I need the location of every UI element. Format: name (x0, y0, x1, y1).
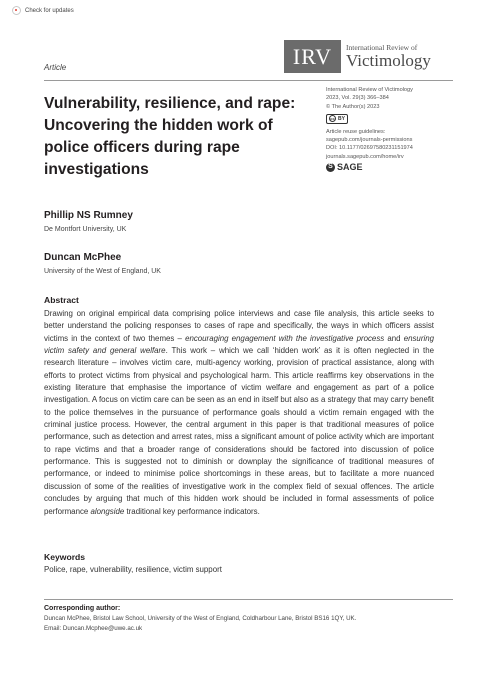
check-for-updates-label: Check for updates (25, 7, 74, 14)
abstract-body (44, 308, 434, 518)
corresponding-author-address: Duncan McPhee, Bristol Law School, University of the West of England, Coldharbour Lane, Bristol BS16 1QY, UK. (44, 615, 357, 622)
abstract-text-4: traditional key performance indicators. (124, 506, 260, 516)
footer-divider (44, 599, 453, 600)
meta-reuse-url[interactable]: sagepub.com/journals-permissions (326, 137, 413, 144)
abstract-emphasis-3: alongside (90, 506, 125, 516)
journal-logo (284, 40, 431, 73)
cc-label: BY (338, 115, 345, 122)
article-meta (326, 86, 466, 172)
journal-logo-line2: Victimology (346, 51, 431, 70)
cc-icon: cc (330, 115, 335, 121)
abstract-text-2: and (384, 333, 404, 343)
meta-journal-url[interactable]: journals.sagepub.com/home/irv (326, 153, 404, 160)
author-affiliation-2: University of the West of England, UK (44, 268, 161, 275)
header-divider (44, 80, 453, 81)
publisher-logo (326, 163, 466, 172)
abstract-text-1: Drawing on original empirical data comprising police interviews and case file analysis, this article seeks to better understand the policing responses to cases of rape and specifically, the ways in which officers assist victims in the context of two themes – (44, 309, 434, 343)
article-title: Vulnerability, resilience, and rape: Uncovering the hidden work of police officers during rape investigations (44, 95, 296, 178)
meta-copyright: © The Author(s) 2023 (326, 103, 380, 110)
abstract-heading: Abstract (44, 295, 79, 305)
meta-doi[interactable]: DOI: 10.1177/02697580231151974 (326, 145, 413, 152)
meta-volume: 2023, Vol. 29(3) 366–384 (326, 95, 389, 102)
journal-logo-abbrev: IRV (284, 40, 341, 73)
sage-icon: S (326, 163, 335, 172)
article-type-label: Article (44, 63, 67, 72)
meta-reuse-label: Article reuse guidelines: (326, 128, 386, 135)
abstract-emphasis-1: encouraging engagement with the investigative process (185, 333, 385, 343)
keywords-list: Police, rape, vulnerability, resilience, victim support (44, 565, 222, 574)
check-for-updates-link[interactable] (12, 6, 74, 15)
corresponding-author-email[interactable]: Email: Duncan.Mcphee@uwe.ac.uk (44, 625, 143, 632)
journal-logo-line1: International Review of (346, 43, 418, 52)
abstract-emphasis-2: ensuring victim safety and general welfare (44, 333, 434, 356)
author-name-1: Phillip NS Rumney (44, 210, 133, 221)
update-check-icon (12, 6, 21, 15)
meta-journal: International Review of Victimology (326, 87, 413, 93)
abstract-text-3: . This work – which we call ‘hidden work’ as it is often neglected in the research literature – involves victim care, multi-agency working, provision of practical assistance, along with efforts to protect victims from physical and psychological harm. This article reaffirms key observations in the existing literature that emphasise the importance of victim welfare and engagement as part of a police investigation. A focus on victim care can be seen as an end in itself but also as a strategy that may carry benefit to the police themselves in the pursuance of performance goals should a victim remain engaged with the criminal justice process. However, the central argument in this paper is that traditional measures of police performance, such as detection and arrest rates, miss a significant amount of police activity which are important to rape victims and that a broader range of considerations should be factored into discussion of police performance. This is suggested not to diminish or downplay the significance of traditional measures of performance, or indeed to minimise police shortcomings in these areas, but to facilitate a more nuanced discussion of some of the realities of investigative work in the complex field of sexual offences. The article concludes by arguing that much of this hidden work should be included in formal assessments of police performance (44, 346, 434, 516)
corresponding-author-heading: Corresponding author: (44, 605, 121, 612)
publisher-name: SAGE (337, 162, 363, 173)
cc-license-badge[interactable] (326, 114, 348, 124)
author-affiliation-1: De Montfort University, UK (44, 226, 127, 233)
keywords-heading: Keywords (44, 552, 86, 562)
author-name-2: Duncan McPhee (44, 252, 122, 263)
